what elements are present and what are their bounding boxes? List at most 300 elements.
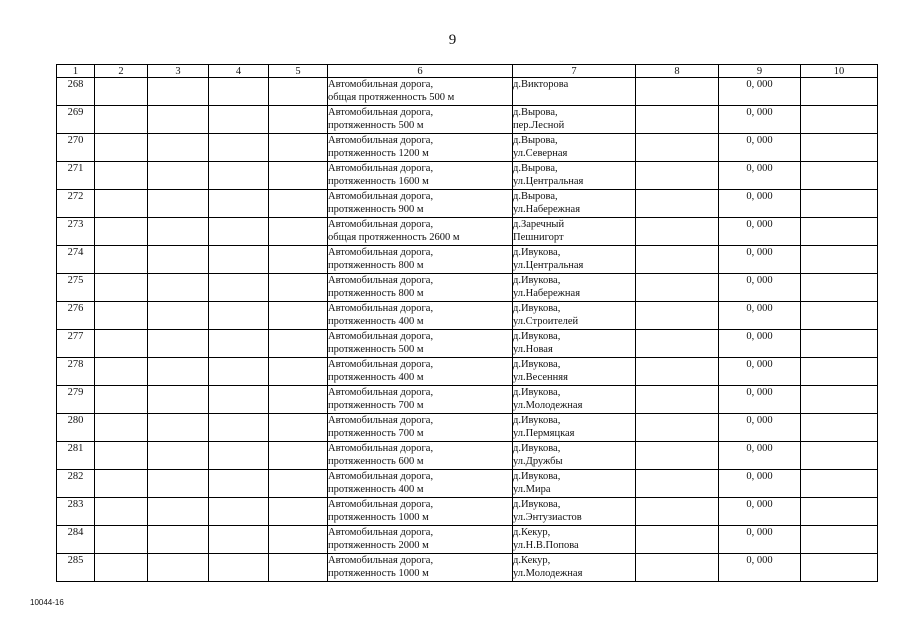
empty-cell	[209, 414, 269, 442]
table-row	[57, 246, 878, 274]
location-cell-line: д.Ивукова,	[513, 303, 561, 314]
column-header: 7	[513, 65, 636, 78]
object-name-cell	[328, 330, 513, 358]
row-number-cell-line: 268	[67, 79, 84, 90]
empty-cell	[148, 78, 209, 106]
location-cell-line: ул.Центральная	[513, 260, 584, 271]
empty-cell	[636, 106, 719, 134]
table-row	[57, 442, 878, 470]
empty-cell	[148, 162, 209, 190]
empty-cell	[269, 274, 328, 302]
row-number-cell-line: 277	[67, 331, 84, 342]
empty-cell	[269, 554, 328, 582]
column-header: 5	[269, 65, 328, 78]
empty-cell	[209, 554, 269, 582]
empty-cell	[801, 358, 878, 386]
column-header: 2	[95, 65, 148, 78]
row-number-cell	[57, 526, 95, 554]
column-header: 8	[636, 65, 719, 78]
object-name-cell-line: Автомобильная дорога,	[328, 387, 434, 398]
location-cell-line: д.Ивукова,	[513, 359, 561, 370]
row-number-cell-line: 282	[67, 471, 84, 482]
value-cell	[719, 498, 801, 526]
table-row	[57, 386, 878, 414]
empty-cell	[148, 498, 209, 526]
empty-cell	[148, 358, 209, 386]
empty-cell	[148, 218, 209, 246]
object-name-cell	[328, 246, 513, 274]
location-cell	[513, 134, 636, 162]
empty-cell	[209, 498, 269, 526]
empty-cell	[269, 358, 328, 386]
value-cell-line: 0, 000	[746, 359, 773, 370]
object-name-cell-line: Автомобильная дорога,	[328, 219, 434, 230]
location-cell-line: ул.Дружбы	[513, 456, 563, 467]
value-cell-line: 0, 000	[746, 555, 773, 566]
object-name-cell	[328, 302, 513, 330]
row-number-cell	[57, 162, 95, 190]
empty-cell	[148, 134, 209, 162]
location-cell	[513, 386, 636, 414]
column-header: 3	[148, 65, 209, 78]
value-cell	[719, 78, 801, 106]
location-cell	[513, 162, 636, 190]
empty-cell	[95, 330, 148, 358]
document-code: 10044-16	[30, 598, 64, 607]
empty-cell	[148, 414, 209, 442]
empty-cell	[636, 414, 719, 442]
row-number-cell-line: 269	[67, 107, 84, 118]
location-cell-line: д.Ивукова,	[513, 331, 561, 342]
row-number-cell-line: 280	[67, 415, 84, 426]
row-number-cell	[57, 358, 95, 386]
value-cell-line: 0, 000	[746, 191, 773, 202]
location-cell-line: д.Кекур,	[513, 527, 551, 538]
empty-cell	[95, 134, 148, 162]
location-cell-line: д.Вырова,	[513, 107, 558, 118]
object-name-cell	[328, 470, 513, 498]
value-cell	[719, 554, 801, 582]
object-name-cell-line: протяженность 2000 м	[328, 540, 429, 551]
object-name-cell-line: Автомобильная дорога,	[328, 471, 434, 482]
empty-cell	[95, 78, 148, 106]
location-cell-line: д.Ивукова,	[513, 247, 561, 258]
object-name-cell-line: Автомобильная дорога,	[328, 191, 434, 202]
empty-cell	[801, 190, 878, 218]
empty-cell	[148, 246, 209, 274]
value-cell-line: 0, 000	[746, 527, 773, 538]
object-name-cell-line: протяженность 1600 м	[328, 176, 429, 187]
empty-cell	[636, 78, 719, 106]
empty-cell	[269, 302, 328, 330]
empty-cell	[269, 218, 328, 246]
object-name-cell-line: протяженность 400 м	[328, 316, 424, 327]
location-cell	[513, 190, 636, 218]
object-name-cell-line: Автомобильная дорога,	[328, 331, 434, 342]
empty-cell	[269, 470, 328, 498]
empty-cell	[209, 330, 269, 358]
location-cell-line: д.Ивукова,	[513, 499, 561, 510]
location-cell	[513, 526, 636, 554]
table-row	[57, 526, 878, 554]
location-cell-line: ул.Н.В.Попова	[513, 540, 579, 551]
row-number-cell	[57, 470, 95, 498]
empty-cell	[209, 134, 269, 162]
empty-cell	[801, 470, 878, 498]
empty-cell	[209, 246, 269, 274]
location-cell-line: д.Ивукова,	[513, 387, 561, 398]
object-name-cell	[328, 358, 513, 386]
object-name-cell-line: Автомобильная дорога,	[328, 415, 434, 426]
location-cell	[513, 78, 636, 106]
object-name-cell	[328, 414, 513, 442]
location-cell	[513, 106, 636, 134]
value-cell-line: 0, 000	[746, 79, 773, 90]
empty-cell	[209, 106, 269, 134]
location-cell-line: д.Кекур,	[513, 555, 551, 566]
object-name-cell	[328, 218, 513, 246]
column-header: 9	[719, 65, 801, 78]
object-name-cell-line: протяженность 400 м	[328, 484, 424, 495]
row-number-cell	[57, 106, 95, 134]
empty-cell	[209, 386, 269, 414]
row-number-cell	[57, 246, 95, 274]
object-name-cell	[328, 274, 513, 302]
empty-cell	[209, 526, 269, 554]
value-cell-line: 0, 000	[746, 275, 773, 286]
table-row	[57, 302, 878, 330]
value-cell	[719, 106, 801, 134]
empty-cell	[801, 442, 878, 470]
value-cell-line: 0, 000	[746, 247, 773, 258]
empty-cell	[636, 470, 719, 498]
location-cell-line: ул.Энтузиастов	[513, 512, 582, 523]
table-row	[57, 190, 878, 218]
object-name-cell-line: Автомобильная дорога,	[328, 359, 434, 370]
object-name-cell-line: общая протяженность 500 м	[328, 92, 455, 103]
table-row	[57, 498, 878, 526]
row-number-cell-line: 281	[67, 443, 84, 454]
table-row	[57, 106, 878, 134]
row-number-cell	[57, 442, 95, 470]
empty-cell	[801, 414, 878, 442]
empty-cell	[636, 526, 719, 554]
empty-cell	[209, 470, 269, 498]
value-cell	[719, 246, 801, 274]
object-name-cell	[328, 442, 513, 470]
empty-cell	[95, 274, 148, 302]
empty-cell	[636, 442, 719, 470]
empty-cell	[95, 162, 148, 190]
empty-cell	[801, 106, 878, 134]
object-name-cell	[328, 526, 513, 554]
object-name-cell-line: протяженность 1000 м	[328, 568, 429, 579]
object-name-cell-line: Автомобильная дорога,	[328, 499, 434, 510]
object-name-cell-line: Автомобильная дорога,	[328, 275, 434, 286]
empty-cell	[209, 442, 269, 470]
empty-cell	[209, 302, 269, 330]
empty-cell	[95, 190, 148, 218]
empty-cell	[269, 246, 328, 274]
empty-cell	[95, 218, 148, 246]
empty-cell	[801, 246, 878, 274]
empty-cell	[636, 554, 719, 582]
object-name-cell-line: Автомобильная дорога,	[328, 79, 434, 90]
location-cell	[513, 470, 636, 498]
value-cell	[719, 302, 801, 330]
empty-cell	[95, 246, 148, 274]
value-cell-line: 0, 000	[746, 135, 773, 146]
value-cell-line: 0, 000	[746, 471, 773, 482]
empty-cell	[95, 414, 148, 442]
row-number-cell	[57, 554, 95, 582]
table-row	[57, 218, 878, 246]
empty-cell	[269, 498, 328, 526]
table-row	[57, 134, 878, 162]
table-row	[57, 330, 878, 358]
object-name-cell-line: протяженность 700 м	[328, 400, 424, 411]
empty-cell	[636, 358, 719, 386]
location-cell-line: д.Вырова,	[513, 135, 558, 146]
empty-cell	[636, 246, 719, 274]
value-cell-line: 0, 000	[746, 499, 773, 510]
object-name-cell-line: протяженность 500 м	[328, 344, 424, 355]
location-cell	[513, 246, 636, 274]
row-number-cell	[57, 78, 95, 106]
column-header: 4	[209, 65, 269, 78]
location-cell	[513, 414, 636, 442]
value-cell	[719, 358, 801, 386]
empty-cell	[95, 498, 148, 526]
object-name-cell	[328, 386, 513, 414]
empty-cell	[636, 386, 719, 414]
page-number: 9	[448, 32, 457, 48]
empty-cell	[148, 526, 209, 554]
object-name-cell-line: Автомобильная дорога,	[328, 443, 434, 454]
value-cell	[719, 162, 801, 190]
empty-cell	[636, 134, 719, 162]
object-name-cell	[328, 498, 513, 526]
empty-cell	[636, 302, 719, 330]
value-cell	[719, 134, 801, 162]
row-number-cell	[57, 302, 95, 330]
location-cell-line: ул.Молодежная	[513, 568, 583, 579]
row-number-cell-line: 271	[67, 163, 84, 174]
location-cell-line: ул.Набережная	[513, 204, 581, 215]
table-row	[57, 358, 878, 386]
empty-cell	[95, 106, 148, 134]
column-header: 10	[801, 65, 878, 78]
value-cell	[719, 442, 801, 470]
value-cell	[719, 470, 801, 498]
value-cell-line: 0, 000	[746, 415, 773, 426]
empty-cell	[801, 302, 878, 330]
table-row	[57, 162, 878, 190]
empty-cell	[801, 218, 878, 246]
value-cell	[719, 218, 801, 246]
empty-cell	[636, 498, 719, 526]
location-cell-line: ул.Весенняя	[513, 372, 568, 383]
empty-cell	[269, 414, 328, 442]
empty-cell	[148, 274, 209, 302]
empty-cell	[801, 134, 878, 162]
object-name-cell-line: протяженность 900 м	[328, 204, 424, 215]
table-row	[57, 78, 878, 106]
location-cell-line: ул.Центральная	[513, 176, 584, 187]
location-cell	[513, 554, 636, 582]
location-cell-line: д.Викторова	[513, 79, 569, 90]
row-number-cell-line: 278	[67, 359, 84, 370]
empty-cell	[801, 526, 878, 554]
object-name-cell-line: Автомобильная дорога,	[328, 135, 434, 146]
location-cell-line: пер.Лесной	[513, 120, 565, 131]
object-name-cell-line: протяженность 800 м	[328, 288, 424, 299]
row-number-cell	[57, 274, 95, 302]
empty-cell	[801, 274, 878, 302]
location-cell-line: д.Заречный	[513, 219, 565, 230]
empty-cell	[801, 386, 878, 414]
object-name-cell-line: Автомобильная дорога,	[328, 555, 434, 566]
table-row	[57, 414, 878, 442]
row-number-cell	[57, 218, 95, 246]
table-row	[57, 470, 878, 498]
location-cell-line: ул.Мира	[513, 484, 551, 495]
row-number-cell-line: 284	[67, 527, 84, 538]
empty-cell	[269, 526, 328, 554]
location-cell	[513, 358, 636, 386]
value-cell	[719, 330, 801, 358]
row-number-cell-line: 274	[67, 247, 84, 258]
empty-cell	[269, 106, 328, 134]
object-name-cell-line: протяженность 1200 м	[328, 148, 429, 159]
object-name-cell	[328, 162, 513, 190]
empty-cell	[801, 78, 878, 106]
object-name-cell-line: протяженность 600 м	[328, 456, 424, 467]
location-cell-line: д.Вырова,	[513, 191, 558, 202]
object-name-cell	[328, 134, 513, 162]
empty-cell	[636, 330, 719, 358]
location-cell-line: д.Вырова,	[513, 163, 558, 174]
location-cell-line: ул.Пермяцкая	[513, 428, 575, 439]
object-name-cell	[328, 78, 513, 106]
row-number-cell	[57, 414, 95, 442]
empty-cell	[801, 498, 878, 526]
location-cell	[513, 498, 636, 526]
empty-cell	[148, 554, 209, 582]
object-name-cell-line: протяженность 400 м	[328, 372, 424, 383]
location-cell-line: д.Ивукова,	[513, 471, 561, 482]
column-number-row	[57, 65, 878, 78]
empty-cell	[636, 218, 719, 246]
empty-cell	[269, 442, 328, 470]
value-cell-line: 0, 000	[746, 443, 773, 454]
row-number-cell-line: 272	[67, 191, 84, 202]
value-cell-line: 0, 000	[746, 219, 773, 230]
location-cell	[513, 218, 636, 246]
location-cell	[513, 302, 636, 330]
value-cell	[719, 386, 801, 414]
empty-cell	[209, 190, 269, 218]
row-number-cell-line: 273	[67, 219, 84, 230]
empty-cell	[636, 162, 719, 190]
location-cell-line: ул.Набережная	[513, 288, 581, 299]
row-number-cell	[57, 498, 95, 526]
table-row	[57, 274, 878, 302]
value-cell-line: 0, 000	[746, 387, 773, 398]
row-number-cell-line: 279	[67, 387, 84, 398]
object-name-cell-line: Автомобильная дорога,	[328, 527, 434, 538]
object-name-cell-line: протяженность 700 м	[328, 428, 424, 439]
empty-cell	[269, 78, 328, 106]
value-cell	[719, 526, 801, 554]
column-header: 6	[328, 65, 513, 78]
empty-cell	[209, 218, 269, 246]
empty-cell	[148, 190, 209, 218]
location-cell-line: ул.Северная	[513, 148, 568, 159]
registry-table	[56, 64, 878, 582]
empty-cell	[209, 78, 269, 106]
empty-cell	[148, 442, 209, 470]
object-name-cell-line: Автомобильная дорога,	[328, 163, 434, 174]
empty-cell	[95, 386, 148, 414]
row-number-cell-line: 276	[67, 303, 84, 314]
object-name-cell	[328, 554, 513, 582]
column-header: 1	[57, 65, 95, 78]
location-cell-line: Пешнигорт	[513, 232, 564, 243]
location-cell	[513, 330, 636, 358]
location-cell	[513, 274, 636, 302]
object-name-cell-line: Автомобильная дорога,	[328, 107, 434, 118]
empty-cell	[209, 358, 269, 386]
row-number-cell-line: 285	[67, 555, 84, 566]
empty-cell	[801, 330, 878, 358]
empty-cell	[95, 554, 148, 582]
empty-cell	[95, 442, 148, 470]
empty-cell	[148, 386, 209, 414]
location-cell-line: д.Ивукова,	[513, 443, 561, 454]
object-name-cell-line: Автомобильная дорога,	[328, 303, 434, 314]
empty-cell	[269, 190, 328, 218]
empty-cell	[209, 274, 269, 302]
location-cell	[513, 442, 636, 470]
empty-cell	[148, 470, 209, 498]
row-number-cell	[57, 134, 95, 162]
row-number-cell	[57, 190, 95, 218]
location-cell-line: ул.Строителей	[513, 316, 579, 327]
empty-cell	[95, 302, 148, 330]
empty-cell	[801, 554, 878, 582]
location-cell-line: ул.Молодежная	[513, 400, 583, 411]
value-cell	[719, 274, 801, 302]
location-cell-line: ул.Новая	[513, 344, 553, 355]
location-cell-line: д.Ивукова,	[513, 415, 561, 426]
table-row	[57, 554, 878, 582]
row-number-cell	[57, 330, 95, 358]
empty-cell	[269, 330, 328, 358]
value-cell-line: 0, 000	[746, 107, 773, 118]
row-number-cell-line: 275	[67, 275, 84, 286]
object-name-cell-line: Автомобильная дорога,	[328, 247, 434, 258]
location-cell-line: д.Ивукова,	[513, 275, 561, 286]
empty-cell	[95, 358, 148, 386]
empty-cell	[148, 106, 209, 134]
empty-cell	[636, 190, 719, 218]
object-name-cell	[328, 106, 513, 134]
empty-cell	[269, 134, 328, 162]
object-name-cell-line: протяженность 800 м	[328, 260, 424, 271]
value-cell-line: 0, 000	[746, 331, 773, 342]
value-cell-line: 0, 000	[746, 303, 773, 314]
